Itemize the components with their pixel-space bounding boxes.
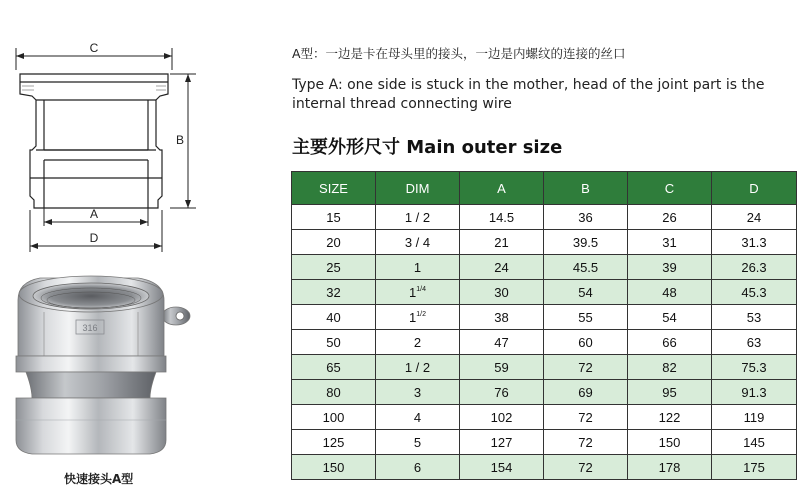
description-english: Type A: one side is stuck in the mother, head of the joint part is the internal thread connecting wire [292, 77, 765, 112]
table-row [292, 380, 797, 405]
table-cell-dim [376, 455, 460, 480]
cell-value-d: 63 [746, 334, 762, 350]
table-cell-size [292, 455, 376, 480]
cell-fraction: 1/2 [416, 310, 426, 318]
cell-value-d: 31.3 [741, 234, 767, 250]
cell-value-dim: 6 [413, 459, 422, 475]
cell-value-a: 24 [494, 259, 509, 275]
cell-value-dim: 3 [413, 384, 422, 400]
cell-value-size: 65 [326, 359, 341, 375]
cross-section-drawing [0, 0, 280, 500]
table-row [292, 280, 797, 305]
table-row [292, 455, 797, 480]
right-panel [290, 0, 807, 500]
table-cell-size [292, 255, 376, 280]
cell-value-dim: 1 [409, 309, 417, 325]
cell-value-a: 21 [494, 234, 509, 250]
table-cell-b [544, 255, 628, 280]
product-stamp: 316 [82, 323, 98, 333]
table-cell-a [460, 380, 544, 405]
cell-value-size: 150 [322, 459, 345, 475]
cell-value-b: 55 [578, 309, 593, 325]
table-cell-a [460, 405, 544, 430]
table-cell-a [460, 280, 544, 305]
table-cell-c [628, 405, 712, 430]
cell-value-b: 69 [578, 384, 593, 400]
cell-value-b: 72 [578, 434, 593, 450]
description-chinese: A型：一边是卡在母头里的接头，一边是内螺纹的连接的丝口 [292, 46, 626, 61]
table-row [292, 405, 797, 430]
table-cell-c [628, 230, 712, 255]
table-cell-dim [376, 305, 460, 330]
cell-value-dim: 1 [413, 259, 422, 275]
cell-value-dim: 2 [413, 334, 422, 350]
table-cell-d [712, 405, 797, 430]
cell-value-b: 72 [578, 409, 593, 425]
table-cell-dim [376, 330, 460, 355]
table-cell-dim [376, 230, 460, 255]
table-cell-b [544, 305, 628, 330]
cell-value-dim: 1 / 2 [404, 209, 431, 225]
table-row [292, 305, 797, 330]
table-cell-a [460, 355, 544, 380]
table-cell-c [628, 255, 712, 280]
cell-value-a: 38 [494, 309, 509, 325]
cell-value-a: 154 [490, 459, 513, 475]
cell-value-size: 125 [322, 434, 345, 450]
left-panel [0, 0, 280, 500]
cell-value-c: 48 [662, 284, 677, 300]
table-cell-c [628, 305, 712, 330]
table-cell-b [544, 230, 628, 255]
cell-value-dim: 4 [413, 409, 422, 425]
table-cell-dim [376, 280, 460, 305]
table-cell-d [712, 205, 797, 230]
table-cell-size [292, 380, 376, 405]
cell-value-b: 54 [578, 284, 593, 300]
size-table [291, 171, 797, 480]
cell-value-b: 39.5 [572, 234, 599, 250]
cell-value-c: 178 [658, 459, 681, 475]
table-cell-size [292, 330, 376, 355]
table-cell-c [628, 280, 712, 305]
table-cell-c [628, 330, 712, 355]
table-cell-size [292, 430, 376, 455]
table-cell-size [292, 280, 376, 305]
table-cell-size [292, 405, 376, 430]
table-header-row [292, 172, 797, 205]
cell-value-size: 15 [326, 209, 341, 225]
table-cell-a [460, 455, 544, 480]
table-cell-b [544, 405, 628, 430]
cell-value-a: 102 [490, 409, 513, 425]
table-cell-a [460, 330, 544, 355]
table-cell-c [628, 355, 712, 380]
header-b: B [544, 172, 628, 205]
cell-value-size: 32 [326, 284, 341, 300]
cell-value-b: 36 [578, 209, 593, 225]
fitting-outline [20, 74, 168, 208]
table-row [292, 230, 797, 255]
table-cell-b [544, 330, 628, 355]
cell-value-c: 82 [662, 359, 677, 375]
table-cell-a [460, 205, 544, 230]
table-cell-size [292, 230, 376, 255]
cell-value-b: 60 [578, 334, 593, 350]
table-cell-dim [376, 205, 460, 230]
table-cell-d [712, 280, 797, 305]
table-cell-a [460, 255, 544, 280]
table-cell-d [712, 355, 797, 380]
cell-fraction: 1/4 [416, 285, 426, 293]
cell-value-d: 45.3 [741, 284, 767, 300]
table-cell-b [544, 355, 628, 380]
cell-value-b: 72 [578, 459, 593, 475]
cell-value-a: 30 [494, 284, 509, 300]
table-cell-d [712, 380, 797, 405]
cell-value-a: 59 [494, 359, 509, 375]
table-row [292, 330, 797, 355]
dim-label-c: C [89, 41, 99, 55]
cell-value-size: 80 [326, 384, 341, 400]
thread-hatching [22, 86, 166, 90]
table-cell-c [628, 455, 712, 480]
cell-value-d: 24 [746, 209, 762, 225]
cell-value-d: 145 [743, 434, 765, 450]
cell-value-c: 31 [662, 234, 677, 250]
cell-value-c: 26 [662, 209, 677, 225]
cell-value-b: 45.5 [572, 259, 599, 275]
cell-value-size: 20 [326, 234, 341, 250]
cell-value-a: 127 [490, 434, 513, 450]
table-cell-d [712, 455, 797, 480]
table-cell-size [292, 355, 376, 380]
cell-value-size: 100 [322, 409, 345, 425]
table-cell-a [460, 305, 544, 330]
section-title: 主要外形尺寸 Main outer size [292, 137, 563, 158]
cell-value-c: 39 [662, 259, 677, 275]
table-cell-dim [376, 255, 460, 280]
table-cell-dim [376, 355, 460, 380]
dim-label-d: D [89, 231, 99, 245]
table-cell-b [544, 205, 628, 230]
table-row [292, 355, 797, 380]
header-d: D [712, 172, 797, 205]
cell-value-dim: 1 [409, 284, 417, 300]
cell-value-d: 175 [743, 459, 765, 475]
cell-value-a: 47 [494, 334, 509, 350]
table-cell-d [712, 305, 797, 330]
cell-value-size: 50 [326, 334, 341, 350]
cell-value-d: 53 [746, 309, 762, 325]
table-cell-dim [376, 405, 460, 430]
table-cell-c [628, 430, 712, 455]
header-dim: DIM [376, 172, 460, 205]
table-cell-size [292, 205, 376, 230]
table-cell-b [544, 380, 628, 405]
table-cell-a [460, 230, 544, 255]
table-cell-dim [376, 380, 460, 405]
cell-value-c: 122 [658, 409, 681, 425]
table-cell-dim [376, 430, 460, 455]
table-row [292, 255, 797, 280]
cell-value-dim: 3 / 4 [404, 234, 431, 250]
table-cell-d [712, 255, 797, 280]
table-cell-d [712, 330, 797, 355]
table-cell-a [460, 430, 544, 455]
cell-value-a: 14.5 [488, 209, 515, 225]
table-cell-c [628, 205, 712, 230]
cell-value-b: 72 [578, 359, 593, 375]
header-c: C [628, 172, 712, 205]
cell-value-c: 150 [658, 434, 681, 450]
table-cell-c [628, 380, 712, 405]
cell-value-d: 119 [743, 409, 765, 425]
header-a: A [460, 172, 544, 205]
table-cell-d [712, 430, 797, 455]
table-body [292, 205, 797, 480]
cell-value-dim: 1 / 2 [404, 359, 431, 375]
cell-value-c: 54 [662, 309, 677, 325]
table-cell-b [544, 455, 628, 480]
table-cell-b [544, 430, 628, 455]
cell-value-a: 76 [494, 384, 509, 400]
table-row [292, 430, 797, 455]
cell-value-c: 95 [662, 384, 677, 400]
cell-value-c: 66 [662, 334, 677, 350]
cell-value-size: 25 [326, 259, 341, 275]
table-cell-b [544, 280, 628, 305]
dim-label-a: A [89, 207, 99, 221]
cell-value-d: 91.3 [741, 384, 767, 400]
cell-value-d: 26.3 [741, 259, 767, 275]
dim-label-b: B [176, 133, 185, 147]
cell-value-d: 75.3 [741, 359, 767, 375]
product-photo [16, 276, 190, 454]
header-size: SIZE [292, 172, 376, 205]
cell-value-size: 40 [326, 309, 341, 325]
product-caption: 快速接头A型 [64, 472, 134, 486]
table-cell-size [292, 305, 376, 330]
table-row [292, 205, 797, 230]
table-cell-d [712, 230, 797, 255]
cell-value-dim: 5 [413, 434, 422, 450]
